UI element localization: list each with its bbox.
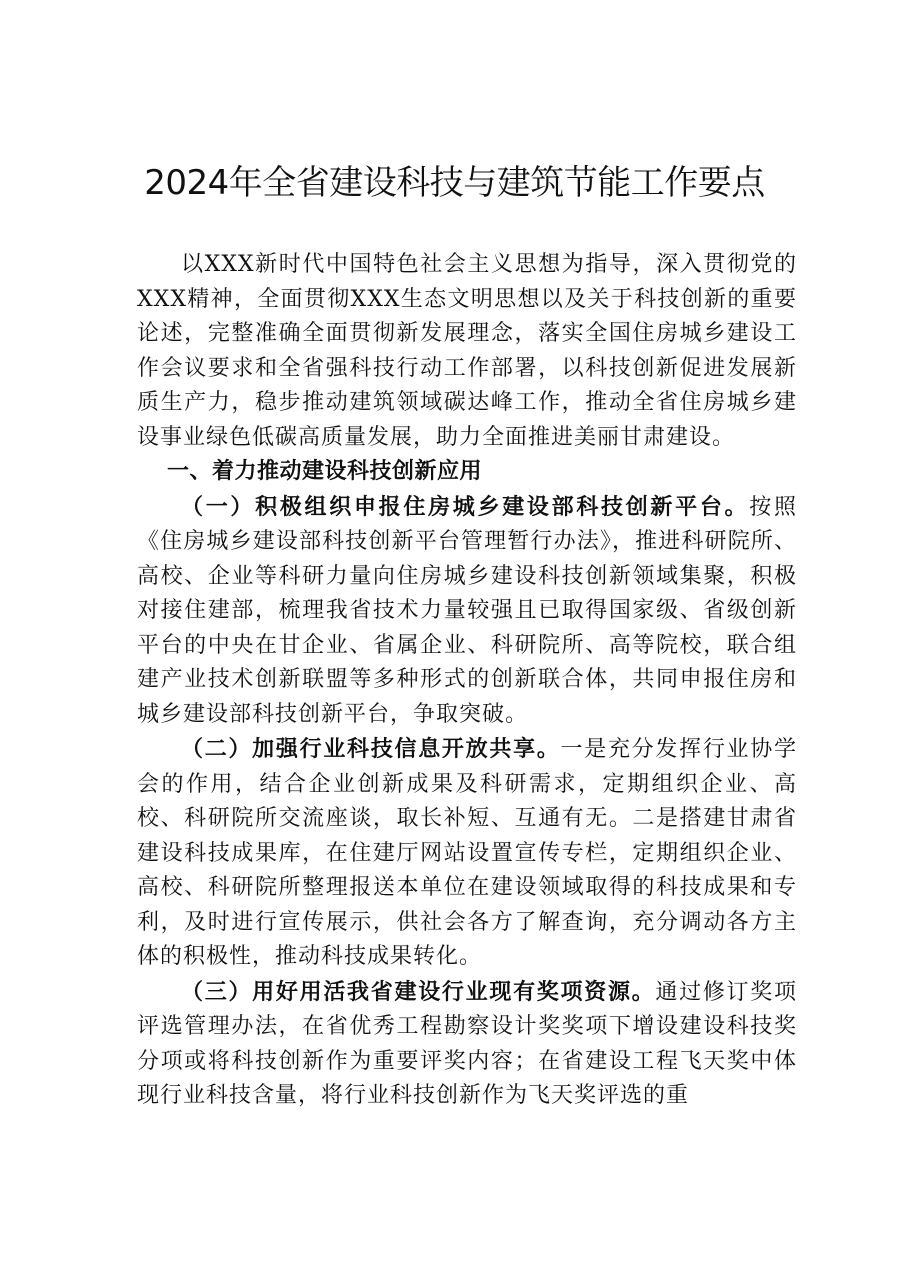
document-body [137,248,797,1114]
item-paragraph-1 [137,490,797,733]
section-heading-1: 一、着力推动建设科技创新应用 [167,459,483,484]
item-text-1: 按照《住房城乡建设部科技创新平台管理暂行办法》，推进科研院所、高校、企业等科研力量向住房城乡建设科技创新领域集聚，积极对接住建部，梳理我省技术力量较强且已取得国家级、省级创新平台的中央在甘企业、省属企业、科研院所、高等院校，联合组建产业技术创新联盟等多种形式的创新联合体，共同申报住房和城乡建设部科技创新平台，争取突破。 [137,494,797,727]
item-lead-3: （三）用好用活我省建设行业现有奖项资源。 [181,978,656,1005]
item-paragraph-2 [137,732,797,975]
item-lead-1: （一）积极组织申报住房城乡建设部科技创新平台。 [181,493,750,520]
item-paragraph-3 [137,975,797,1114]
item-text-2: 一是充分发挥行业协学会的作用，结合企业创新成果及科研需求，定期组织企业、高校、科研院所交流座谈，取长补短、互通有无。二是搭建甘肃省建设科技成果库，在住建厅网站设置宣传专栏，定期组织企业、高校、科研院所整理报送本单位在建设领域取得的科技成果和专利，及时进行宣传展示，供社会各方了解查询，充分调动各方主体的积极性，推动科技成果转化。 [137,737,797,969]
intro-paragraph: 以XXX新时代中国特色社会主义思想为指导，深入贯彻党的XXX精神，全面贯彻XXX生态文明思想以及关于科技创新的重要论述，完整准确全面贯彻新发展理念，落实全国住房城乡建设工作会议要求和全省强科技行动工作部署，以科技创新促进发展新质生产力，稳步推动建筑领域碳达峰工作，推动全省住房城乡建设事业绿色低碳高质量发展，助力全面推进美丽甘肃建设。 [137,252,797,450]
item-text-3: 通过修订奖项评选管理办法，在省优秀工程勘察设计奖奖项下增设建设科技奖分项或将科技创新作为重要评奖内容；在省建设工程飞天奖中体现行业科技含量，将行业科技创新作为飞天奖评选的重 [137,979,797,1108]
item-lead-2: （二）加强行业科技信息开放共享。 [181,736,561,762]
document-title: 2024年全省建设科技与建筑节能工作要点 [144,163,765,203]
